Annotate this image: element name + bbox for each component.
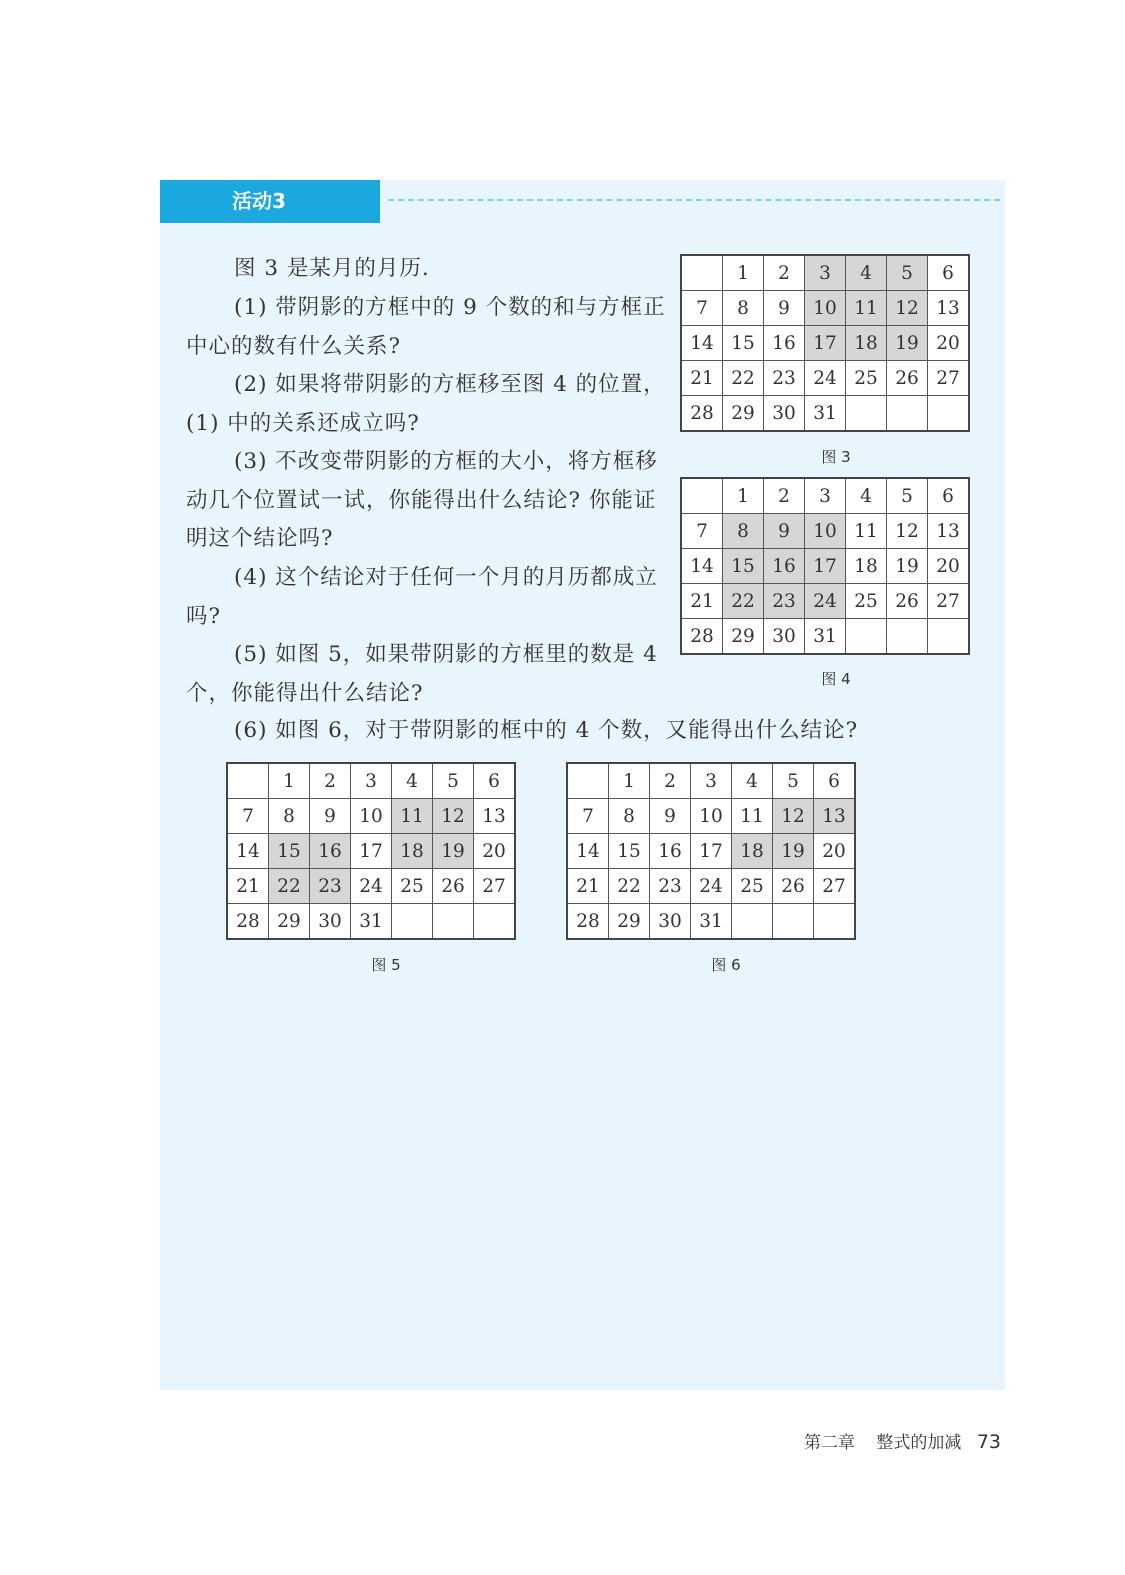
calendar-day-cell: 5	[887, 255, 928, 291]
calendar-day-cell: 15	[723, 326, 764, 361]
calendar-day-cell: 15	[609, 834, 650, 869]
calendar-day-cell	[887, 396, 928, 432]
calendar-day-cell: 16	[310, 834, 351, 869]
calendar-day-cell: 7	[681, 514, 723, 549]
calendar-day-cell: 11	[846, 514, 887, 549]
calendar-day-cell: 31	[805, 619, 846, 655]
calendar-day-cell: 16	[764, 326, 805, 361]
calendar-day-cell: 22	[723, 361, 764, 396]
calendar-day-cell: 9	[310, 799, 351, 834]
calendar-day-cell: 31	[691, 904, 732, 940]
calendar-day-cell: 2	[764, 255, 805, 291]
calendar-day-cell	[846, 619, 887, 655]
calendar-day-cell: 10	[805, 514, 846, 549]
calendar-week-row	[681, 549, 969, 584]
calendar-day-cell: 30	[650, 904, 691, 940]
calendar-day-cell: 3	[805, 255, 846, 291]
page-footer	[804, 1428, 1001, 1453]
calendar-day-cell: 8	[723, 514, 764, 549]
calendar-day-cell: 17	[351, 834, 392, 869]
calendar-week-row	[227, 904, 515, 940]
calendar-day-cell: 30	[310, 904, 351, 940]
calendar-day-cell: 23	[310, 869, 351, 904]
calendar-day-cell: 4	[846, 255, 887, 291]
calendar-day-cell: 2	[650, 763, 691, 799]
calendar-day-cell: 16	[764, 549, 805, 584]
calendar-week-row	[227, 763, 515, 799]
calendar-week-row	[567, 904, 855, 940]
calendar-day-cell: 23	[650, 869, 691, 904]
calendar-figure-5	[226, 762, 516, 940]
question-3: (3) 不改变带阴影的方框的大小，将方框移动几个位置试一试，你能得出什么结论? 你能证明这个结论吗?	[186, 449, 658, 552]
calendar-day-cell: 13	[814, 799, 856, 834]
calendar-day-cell: 12	[773, 799, 814, 834]
calendar-day-cell: 26	[773, 869, 814, 904]
calendar-day-cell: 6	[928, 255, 970, 291]
paragraph-intro: 图 3 是某月的月历.	[234, 256, 430, 281]
calendar-day-cell: 29	[269, 904, 310, 940]
calendar-day-cell: 26	[887, 584, 928, 619]
calendar-day-cell: 18	[846, 549, 887, 584]
header-divider	[388, 199, 1000, 201]
calendar-day-cell: 1	[609, 763, 650, 799]
question-1: (1) 带阴影的方框中的 9 个数的和与方框正中心的数有什么关系?	[186, 295, 666, 359]
calendar-day-cell: 8	[723, 291, 764, 326]
figure-3-caption: 图 3	[821, 448, 851, 466]
calendar-week-row	[567, 799, 855, 834]
calendar-day-cell: 21	[681, 584, 723, 619]
calendar-day-cell: 20	[474, 834, 516, 869]
calendar-day-cell: 9	[764, 291, 805, 326]
calendar-day-cell: 28	[681, 619, 723, 655]
calendar-day-cell: 5	[773, 763, 814, 799]
chapter-title: 整式的加减	[876, 1433, 962, 1453]
calendar-day-cell: 31	[351, 904, 392, 940]
calendar-day-cell: 6	[474, 763, 516, 799]
figure-5-caption: 图 5	[371, 956, 401, 974]
calendar-day-cell	[814, 904, 856, 940]
calendar-week-row	[681, 255, 969, 291]
calendar-day-cell: 26	[433, 869, 474, 904]
calendar-day-cell: 11	[732, 799, 773, 834]
calendar-day-cell: 30	[764, 619, 805, 655]
calendar-week-row	[681, 514, 969, 549]
calendar-day-cell: 17	[691, 834, 732, 869]
calendar-day-cell: 24	[805, 361, 846, 396]
calendar-day-cell: 18	[846, 326, 887, 361]
calendar-day-cell: 23	[764, 361, 805, 396]
calendar-week-row	[681, 584, 969, 619]
calendar-day-cell: 27	[928, 361, 970, 396]
calendar-day-cell	[846, 396, 887, 432]
calendar-day-cell: 14	[227, 834, 269, 869]
calendar-day-cell: 8	[269, 799, 310, 834]
calendar-day-cell	[773, 904, 814, 940]
calendar-day-cell: 5	[433, 763, 474, 799]
calendar-day-cell: 25	[732, 869, 773, 904]
calendar-day-cell: 25	[846, 584, 887, 619]
calendar-day-cell	[433, 904, 474, 940]
calendar-day-cell: 26	[887, 361, 928, 396]
figure-4-caption: 图 4	[821, 670, 851, 688]
calendar-day-cell: 19	[773, 834, 814, 869]
calendar-week-row	[567, 834, 855, 869]
question-5: (5) 如图 5，如果带阴影的方框里的数是 4 个，你能得出什么结论?	[186, 642, 658, 706]
activity-title: 活动3	[160, 180, 380, 223]
calendar-day-cell: 24	[351, 869, 392, 904]
question-4: (4) 这个结论对于任何一个月的月历都成立吗?	[186, 565, 658, 629]
calendar-week-row	[681, 619, 969, 655]
calendar-figure-4	[680, 477, 970, 655]
calendar-day-cell: 1	[269, 763, 310, 799]
page-number: 73	[976, 1431, 1001, 1453]
calendar-day-cell	[928, 619, 970, 655]
calendar-day-cell: 12	[887, 514, 928, 549]
calendar-day-cell: 22	[609, 869, 650, 904]
calendar-day-cell: 28	[567, 904, 609, 940]
calendar-day-cell	[474, 904, 516, 940]
calendar-day-cell: 12	[433, 799, 474, 834]
calendar-week-row	[567, 869, 855, 904]
calendar-day-cell: 27	[814, 869, 856, 904]
calendar-week-row	[227, 834, 515, 869]
calendar-week-row	[227, 869, 515, 904]
calendar-day-cell: 13	[474, 799, 516, 834]
calendar-day-cell: 28	[227, 904, 269, 940]
calendar-day-cell	[392, 904, 433, 940]
calendar-day-cell: 30	[764, 396, 805, 432]
calendar-day-cell: 1	[723, 255, 764, 291]
calendar-day-cell: 11	[846, 291, 887, 326]
calendar-week-row	[681, 478, 969, 514]
calendar-day-cell: 9	[764, 514, 805, 549]
calendar-week-row	[681, 326, 969, 361]
calendar-day-cell: 6	[928, 478, 970, 514]
calendar-day-cell: 13	[928, 291, 970, 326]
calendar-day-cell: 25	[846, 361, 887, 396]
calendar-day-cell: 3	[805, 478, 846, 514]
calendar-day-cell	[732, 904, 773, 940]
calendar-day-cell: 16	[650, 834, 691, 869]
calendar-day-cell: 4	[732, 763, 773, 799]
calendar-day-cell: 24	[805, 584, 846, 619]
calendar-week-row	[567, 763, 855, 799]
calendar-day-cell: 2	[764, 478, 805, 514]
calendar-week-row	[227, 799, 515, 834]
calendar-day-cell	[928, 396, 970, 432]
calendar-day-cell: 27	[928, 584, 970, 619]
calendar-day-cell: 24	[691, 869, 732, 904]
calendar-day-cell: 8	[609, 799, 650, 834]
calendar-day-cell	[887, 619, 928, 655]
calendar-day-cell: 20	[928, 549, 970, 584]
calendar-day-cell: 25	[392, 869, 433, 904]
calendar-day-cell: 5	[887, 478, 928, 514]
calendar-day-cell: 14	[681, 326, 723, 361]
calendar-day-cell: 3	[351, 763, 392, 799]
calendar-week-row	[681, 291, 969, 326]
calendar-day-cell: 22	[723, 584, 764, 619]
calendar-day-cell: 10	[691, 799, 732, 834]
calendar-figure-3	[680, 254, 970, 432]
calendar-day-cell: 15	[723, 549, 764, 584]
question-6: (6) 如图 6，对于带阴影的框中的 4 个数，又能得出什么结论?	[234, 718, 859, 743]
calendar-day-cell: 27	[474, 869, 516, 904]
calendar-day-cell	[567, 763, 609, 799]
calendar-day-cell: 20	[928, 326, 970, 361]
figure-6-caption: 图 6	[711, 956, 741, 974]
calendar-day-cell: 29	[723, 619, 764, 655]
calendar-day-cell: 3	[691, 763, 732, 799]
calendar-day-cell: 13	[928, 514, 970, 549]
calendar-day-cell: 7	[681, 291, 723, 326]
calendar-day-cell: 18	[732, 834, 773, 869]
calendar-day-cell: 19	[433, 834, 474, 869]
calendar-day-cell: 7	[227, 799, 269, 834]
calendar-figure-6	[566, 762, 856, 940]
calendar-day-cell: 10	[805, 291, 846, 326]
calendar-day-cell: 1	[723, 478, 764, 514]
calendar-day-cell: 19	[887, 326, 928, 361]
calendar-day-cell: 19	[887, 549, 928, 584]
calendar-day-cell: 12	[887, 291, 928, 326]
calendar-day-cell: 20	[814, 834, 856, 869]
calendar-day-cell: 2	[310, 763, 351, 799]
calendar-week-row	[681, 361, 969, 396]
calendar-day-cell: 28	[681, 396, 723, 432]
calendar-day-cell: 4	[392, 763, 433, 799]
calendar-day-cell: 21	[227, 869, 269, 904]
calendar-day-cell: 21	[681, 361, 723, 396]
calendar-day-cell: 17	[805, 549, 846, 584]
calendar-day-cell: 22	[269, 869, 310, 904]
calendar-day-cell: 14	[681, 549, 723, 584]
calendar-day-cell: 17	[805, 326, 846, 361]
calendar-day-cell: 29	[723, 396, 764, 432]
calendar-day-cell: 9	[650, 799, 691, 834]
chapter-label: 第二章	[804, 1433, 855, 1453]
calendar-day-cell	[227, 763, 269, 799]
calendar-day-cell: 18	[392, 834, 433, 869]
calendar-day-cell: 23	[764, 584, 805, 619]
calendar-day-cell: 7	[567, 799, 609, 834]
calendar-day-cell: 14	[567, 834, 609, 869]
question-2: (2) 如果将带阴影的方框移至图 4 的位置，(1) 中的关系还成立吗?	[186, 372, 666, 436]
calendar-day-cell: 6	[814, 763, 856, 799]
calendar-day-cell: 29	[609, 904, 650, 940]
calendar-day-cell: 31	[805, 396, 846, 432]
calendar-day-cell	[681, 255, 723, 291]
calendar-day-cell: 10	[351, 799, 392, 834]
calendar-day-cell: 4	[846, 478, 887, 514]
calendar-day-cell	[681, 478, 723, 514]
calendar-day-cell: 21	[567, 869, 609, 904]
calendar-day-cell: 15	[269, 834, 310, 869]
calendar-week-row	[681, 396, 969, 432]
calendar-day-cell: 11	[392, 799, 433, 834]
